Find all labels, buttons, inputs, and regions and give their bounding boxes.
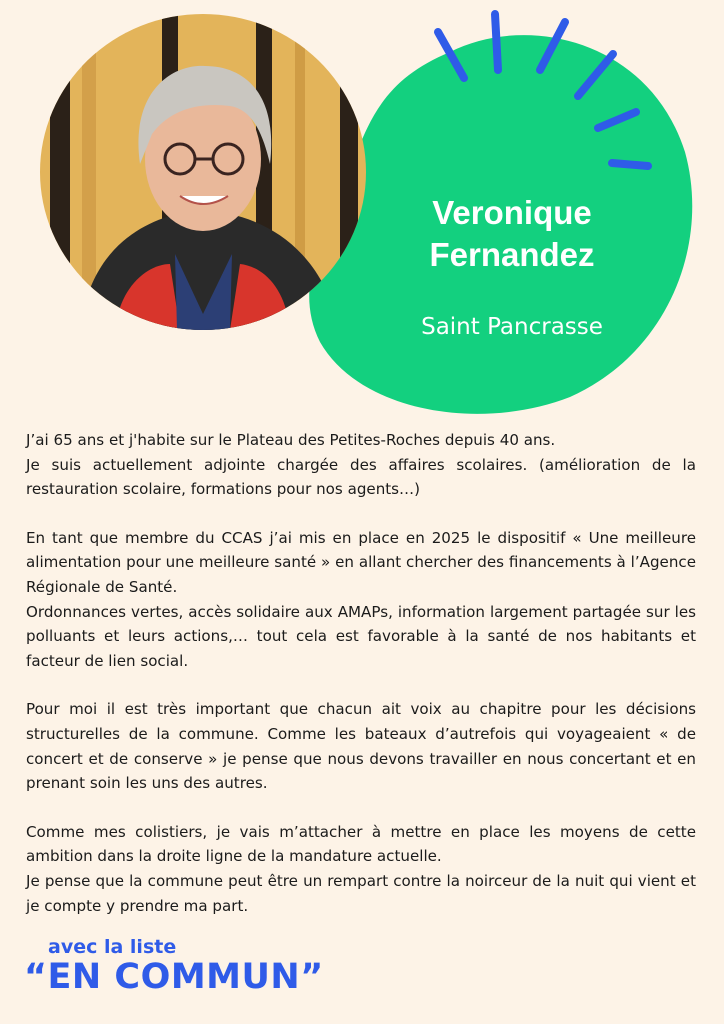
paragraph: En tant que membre du CCAS j’ai mis en place en 2025 le dispositif « Une meilleure alimentation pour une meilleure santé » en allant chercher des financements à l’Agence Régionale de Santé. bbox=[26, 528, 696, 596]
paragraph: Comme mes colistiers, je vais m’attacher à mettre en place les moyens de cette ambition dans la droite ligne de la mandature actuelle. bbox=[26, 822, 696, 866]
paragraph: Ordonnances vertes, accès solidaire aux AMAPs, information largement partagée sur les polluants et leurs actions,… tout cela est favorable à la santé de nos habitants et facteur de lien social. bbox=[26, 602, 696, 670]
biography-text bbox=[26, 428, 696, 918]
slogan-intro: avec la liste bbox=[48, 936, 177, 958]
first-name: Veronique bbox=[432, 194, 592, 231]
portrait-photo bbox=[40, 14, 366, 330]
campaign-slogan bbox=[24, 936, 324, 997]
slogan-list-name: “EN COMMUN” bbox=[24, 957, 324, 997]
last-name: Fernandez bbox=[429, 236, 595, 274]
paragraph: J’ai 65 ans et j'habite sur le Plateau des Petites-Roches depuis 40 ans. bbox=[26, 431, 556, 449]
paragraph-gap bbox=[26, 796, 696, 820]
paragraph-gap bbox=[26, 673, 696, 697]
town-label: Saint Pancrasse bbox=[421, 314, 603, 340]
sparkle-rays-icon bbox=[420, 0, 724, 190]
candidate-name bbox=[392, 192, 632, 276]
paragraph-gap bbox=[26, 502, 696, 526]
paragraph: Je pense que la commune peut être un rempart contre la noirceur de la nuit qui vient et je compte y prendre ma part. bbox=[26, 871, 696, 915]
paragraph: Je suis actuellement adjointe chargée des affaires scolaires. (amélioration de la restauration scolaire, formations pour nos agents…) bbox=[26, 455, 696, 499]
paragraph: Pour moi il est très important que chacun ait voix au chapitre pour les décisions structurelles de la commune. Comme les bateaux d’autrefois qui voyageaient « de concert et de conserve » je pense que nous devons travailler en nous concertant et en prenant soin les uns des autres. bbox=[26, 700, 696, 793]
